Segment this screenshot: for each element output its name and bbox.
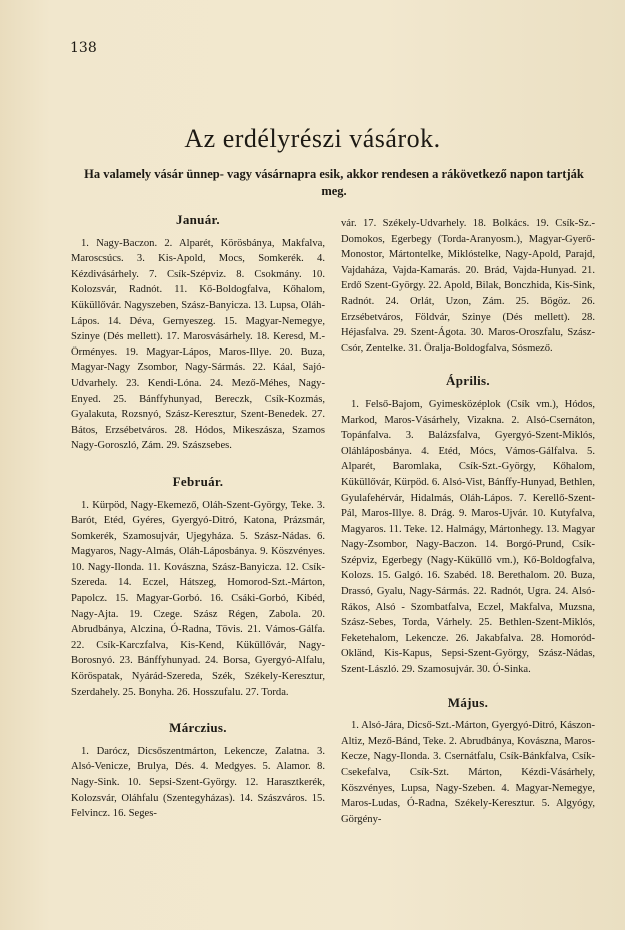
page-title: Az erdélyrészi vásárok. bbox=[184, 124, 441, 153]
month-text-januar: 1. Nagy-Baczon. 2. Alparét, Körösbánya, Makfalva, Maroscsúcs. 3. Kis-Apold, Mocs, Somkerék. 4. Kézdivásárhely. 7. Csík-Szépviz. 8. Csokmány. 10. Kolozsvár, Radnót. 11. Kő-Boldogfalva, Kőhalom, Küküllővár. Nagyszeben, Szász-Banyicza. 13. Lupsa, Oláh-Lápos. 14. Déva, Gernyeszeg. 15. Magyar-Nemegye, Szinye (Dés mellett). 17. Marosvásárhely. 18. Keresd, M.-Örményes. 19. Magyar-Lápos, Maros-Illye. 20. Buza, Magyar-Nagy Zsombor, Nagy-Sármás. 22. Káal, Sajó-Udvarhely. 23. Kendi-Lóna. 24. Mező-Méhes, Nagy-Enyed. 25. Bánffyhunyad, Bereczk, Csík-Kozmás, Gyalakuta, Rozsnyó, Szász-Keresztur, Szent-Benedek. 27. Bátos, Erzsébetváros. 28. Hódos, Mikeszásza, Szamos Nagy-Goroszló, Zám. 29. Szászsebes. bbox=[71, 237, 325, 452]
month-heading-aprilis: Április. bbox=[446, 373, 490, 389]
left-column bbox=[71, 212, 325, 830]
month-text-aprilis: 1. Felső-Bajom, Gyimesközéplok (Csík vm.), Hódos, Markod, Maros-Vásárhely, Vizakna. 2. Alsó-Csernáton, Topánfalva. 3. Balázsfalva, Gyergyó-Szent-Miklós, Oláhláposbánya. 4. Etéd, Mócs, Vámos-Gálfalva. 5. Alparét, Baromlaka, Csík-Szt.-György, Kőhalom, Küküllővár, Kürpöd. 6. Alsó-Vist, Bánffy-Hunyad, Bethlen, Gyulafehérvár, Hidalmás, Oláh-Lápos. 7. Kerellő-Szent-Pál, Maros-Illye. 8. Drág. 9. Maros-Ujvár. 10. Kutyfalva, Magyaros. 11. Teke. 12. Halmágy, Mártonhegy. 13. Magyar Nagy-Zsombor, Nagy-Baczon. 14. Borgó-Prund, Csík-Szépviz, Egerbegy (Nagy-Küküllő vm.), Kő-Boldogfalva, Kolozs. 15. Galgó. 16. Szabéd. 18. Berethalom. 20. Buza, Drassó, Gyalu, Nagy-Sármás. 22. Radnót, Ugra. 24. Alsó-Rákos, Alsó - Szombatfalva, Eczel, Makfalva, Muzsna, Szász-Sebes, Torda, Várhely. 25. Bethlen-Szent-Miklós, Feketehalom, Lekencze. 26. Jakabfalva. 28. Homoród-Okländ, Kis-Kapus, Sepsi-Szent-György, Szász-Nádas, Szent-László. 29. Szamosujvár. 30. Ó-Sinka. bbox=[341, 398, 595, 676]
month-text-februar: 1. Kürpöd, Nagy-Ekemező, Oláh-Szent-György, Teke. 3. Barót, Etéd, Gyéres, Gyergyó-Ditró, Katona, Prázsmár, Somkerék, Szamosujvár, Ujegyháza. 5. Szász-Nádas. 6. Magyaros, Nagy-Almás, Oláh-Láposbánya. 9. Köszvényes. 10. Nagy-Ilonda. 11. Kovászna, Szász-Banyicza. 12. Csík-Szereda. 14. Eczel, Hátszeg, Homorod-Szt.-Márton, Papolcz. 15. Magyar-Gorbó. 16. Csáki-Gorbó, Kibéd, Nagy-Ajta. 19. Czege. Szász Régen, Zabola. 20. Abrudbánya, Alczina, Ó-Radna, Tövis. 21. Vámos-Gálfa. 22. Csík-Karczfalva, Kis-Kend, Küküllővár, Nagy-Borosnyó. 23. Bánffyhunyad. 24. Borsa, Gyergyó-Alfalu, Köröspatak, Nyárád-Szereda, Szék, Székely-Keresztur, Szerdahely. 25. Bonyha. 26. Hosszufalu. 27. Torda. bbox=[71, 499, 325, 698]
month-text-marczius-cont: vár. 17. Székely-Udvarhely. 18. Bolkács. 19. Csík-Sz.-Domokos, Egerbegy (Torda-Aranyosm.), Magyar-Gyerő-Monostor, Mártontelke, Miklóstelke, Nagy-Apold, Parajd, Vajdaháza, Vajda-Kamarás. 20. Brád, Vajda-Hunyad. 21. Erdő Szent-György. 22. Apold, Bilak, Bonczhida, Kis-Sink, Radnót. 24. Orlát, Uzon, Zám. 25. Bögöz. 26. Erzsébetváros, Földvár, Szinye (Dés mellett). 28. Héjasfalva. 29. Szent-Ágota. 30. Maros-Oroszfalu, Szász-Csór, Zentelke. 31. Öralja-Boldogfalva, Sósmező. bbox=[341, 218, 595, 354]
month-text-marczius: 1. Darócz, Dicsőszentmárton, Lekencze, Zalatna. 3. Alsó-Venicze, Brulya, Dés. 4. Medgyes. 5. Alamor. 8. Nagy-Sink. 10. Sepsi-Szent-György. 12. Harasztkerék, Kolozsvár, Oláhfalu (Szentegyházas). 14. Szászváros. 15. Felvincz. 16. Seges- bbox=[71, 745, 325, 820]
page-subtitle: Ha valamely vásár ünnep- vagy vásárnapra esik, akkor rendesen a rákövetkező napon tartják meg. bbox=[84, 167, 584, 198]
month-heading-marczius: Márczius. bbox=[169, 720, 227, 736]
page-number: 138 bbox=[70, 40, 97, 56]
month-heading-majus: Május. bbox=[447, 694, 489, 710]
month-heading-januar: Január. bbox=[176, 212, 220, 227]
month-heading-februar: Február. bbox=[172, 473, 224, 489]
month-text-majus: 1. Alsó-Jára, Dicső-Szt.-Márton, Gyergyó-Ditró, Kászon-Altiz, Mező-Bánd, Teke. 2. Abrudbánya, Kovászna, Maros-Kecze, Nagy-Ilonda. 3. Csernátfalu, Csík-Bánkfalva, Csík-Csekefalva, Csík-Szt. Márton, Kézdi-Vásárhely, Köszvényes, Lupsa, Nagy-Szeben. 4. Magyar-Nemegye, Maros-Ludas, Ó-Radna, Székely-Keresztur. 5. Algyógy, Görgény- bbox=[341, 720, 595, 825]
right-column bbox=[341, 216, 595, 835]
